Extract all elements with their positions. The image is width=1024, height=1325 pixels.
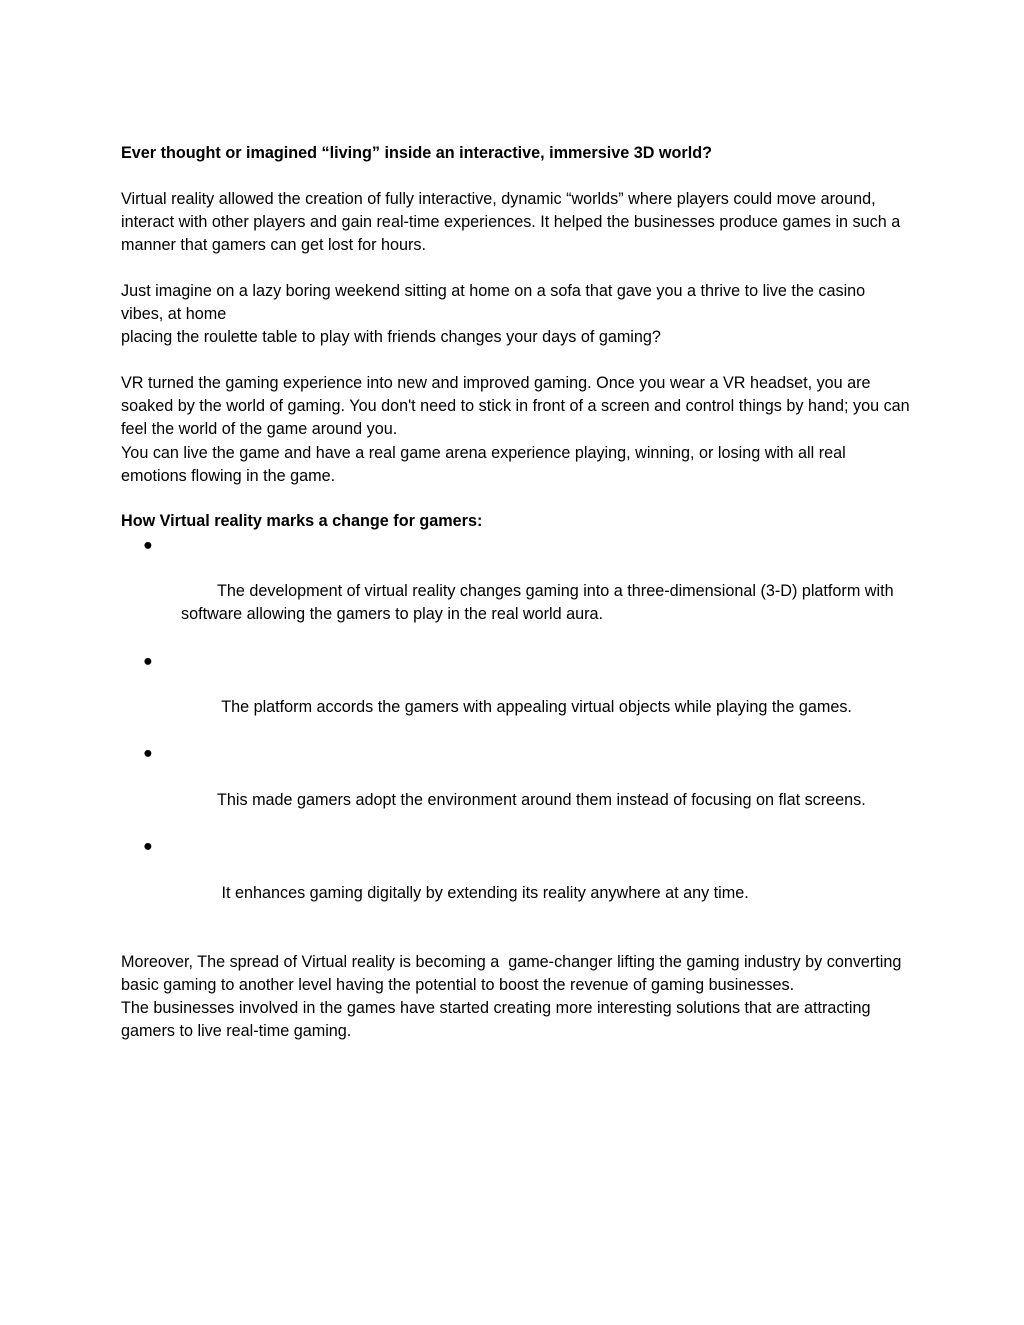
document-body [121,142,915,1043]
bullet-icon: ● [143,535,153,554]
bullet-icon: ● [143,651,153,670]
list-item-text: The platform accords the gamers with appealing virtual objects while playing the games. [216,698,852,717]
paragraph-vr-line1: VR turned the gaming experience into new and improved gaming. Once you wear a VR headset, you are soaked by the world of gaming. You don't need to stick in front of a screen and control things by hand; you can feel the world of the game around you. [121,373,915,439]
section-subheading: How Virtual reality marks a change for gamers: [121,512,483,531]
bullet-icon: ● [143,837,153,856]
bullet-icon: ● [143,744,153,763]
list-item [121,650,911,743]
paragraph-imagine-line1: Just imagine on a lazy boring weekend sitting at home on a sofa that gave you a thrive to live the casino vibes, at home [121,281,870,324]
paragraph-intro: Virtual reality allowed the creation of fully interactive, dynamic “worlds” where players could move around, interact with other players and gain real-time experiences. It helped the businesses produce games in such a manner that gamers can get lost for hours. [121,189,905,255]
list-item-text: It enhances gaming digitally by extending its reality anywhere at any time. [216,883,749,902]
list-item-text: This made gamers adopt the environment around them instead of focusing on flat screens. [216,790,866,809]
spacer [121,165,911,188]
document-title: Ever thought or imagined “living” inside an interactive, immersive 3D world? [121,144,712,162]
spacer [121,488,911,511]
paragraph-imagine-line2: placing the roulette table to play with friends changes your days of gaming? [121,328,661,347]
spacer [121,928,911,951]
paragraph-vr-line2: You can live the game and have a real game arena experience playing, winning, or losing with all real emotions flowing in the game. [121,443,851,485]
spacer [121,349,911,372]
spacer [121,257,911,280]
paragraph-moreover-line1: Moreover, The spread of Virtual reality is becoming a game-changer lifting the gaming industry by converting basic gaming to another level having the potential to boost the revenue of gaming businesses. [121,952,906,994]
list-item [121,742,911,835]
paragraph-moreover-line2: The businesses involved in the games have started creating more interesting solutions that are attracting gamers to live real-time gaming. [121,999,876,1041]
list-item-text: The development of virtual reality changes gaming into a three-dimensional (3-D) platform with software allowing the gamers to play in the real world aura. [181,582,899,624]
list-item [121,534,911,650]
list-item [121,835,911,928]
bullet-list [121,534,911,928]
